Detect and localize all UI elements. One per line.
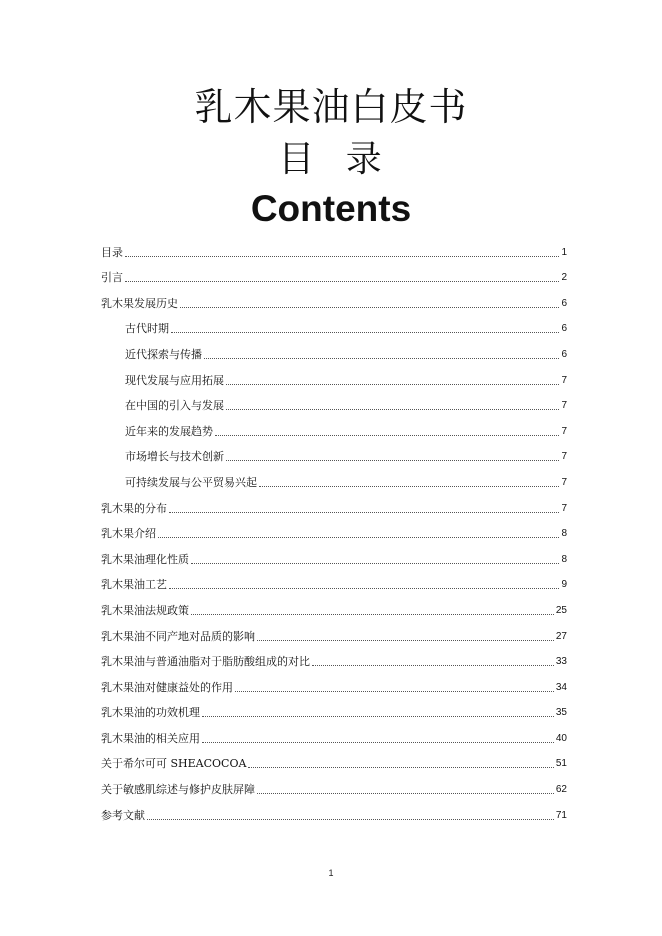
toc-entry-page: 8 [561,528,567,540]
toc-entry-page: 51 [555,758,567,770]
toc-entry[interactable] [101,464,567,490]
toc-entry-page: 6 [561,348,567,360]
toc-entry-page: 7 [561,502,567,514]
toc-entry-page: 7 [561,476,567,488]
toc-entry-label: 乳木果发展历史 [101,296,178,310]
toc-entry[interactable] [101,490,567,516]
toc-entry[interactable] [101,311,567,337]
dot-leader [125,255,559,257]
dot-leader [215,434,559,436]
toc-entry-page: 34 [555,681,567,693]
toc-entry[interactable] [101,771,567,797]
dot-leader [125,280,559,282]
toc-entry-label: 乳木果油法规政策 [101,603,189,617]
toc-entry-page: 2 [561,272,567,284]
toc-entry-page: 35 [555,707,567,719]
toc-entry-label: 乳木果的分布 [101,501,167,515]
toc-entry-label: 近年来的发展趋势 [125,424,213,438]
dot-leader [191,562,559,564]
toc-entry-label: 乳木果油工艺 [101,578,167,592]
toc-entry-page: 40 [555,732,567,744]
toc-entry-page: 33 [555,656,567,668]
toc-entry[interactable] [101,644,567,670]
toc-entry-label: 市场增长与技术创新 [125,450,224,464]
dot-leader [257,792,554,794]
toc-entry-page: 6 [561,323,567,335]
toc-entry-label: 乳木果油与普通油脂对于脂肪酸组成的对比 [101,655,310,669]
dot-leader [171,331,559,333]
toc-entry-page: 7 [561,400,567,412]
dot-leader [158,536,559,538]
toc-entry-label: 近代探索与传播 [125,347,202,361]
dot-leader [312,664,554,666]
toc-entry[interactable] [101,592,567,618]
toc-entry-label: 乳木果油不同产地对品质的影响 [101,629,255,643]
toc-entry[interactable] [101,720,567,746]
dot-leader [248,766,553,768]
toc-entry-label: 在中国的引入与发展 [125,399,224,413]
toc-entry-label: 乳木果油理化性质 [101,552,189,566]
toc-entry-label: 引言 [101,271,123,285]
document-title: 乳木果油白皮书 [194,85,468,129]
toc-entry-page: 27 [555,630,567,642]
toc-entry[interactable] [101,618,567,644]
toc-entry-page: 6 [561,297,567,309]
dot-leader [191,613,554,615]
toc-entry-page: 62 [555,784,567,796]
toc-entry[interactable] [101,388,567,414]
toc-entry[interactable] [101,260,567,286]
toc-entry-label: 古代时期 [125,322,169,336]
toc-entry[interactable] [101,413,567,439]
toc-entry-page: 7 [561,374,567,386]
table-of-contents [101,234,567,823]
toc-entry[interactable] [101,234,567,260]
dot-leader [180,306,559,308]
toc-entry-page: 1 [561,246,567,258]
toc-entry[interactable] [101,695,567,721]
toc-entry-page: 25 [555,604,567,616]
toc-entry-label: 关于希尔可可 SHEACOCOA [101,757,247,771]
toc-entry[interactable] [101,669,567,695]
dot-leader [169,587,559,589]
dot-leader [226,383,559,385]
toc-entry-label: 现代发展与应用拓展 [125,373,224,387]
toc-entry-label: 可持续发展与公平贸易兴起 [125,475,257,489]
toc-entry-page: 7 [561,451,567,463]
dot-leader [147,818,554,820]
toc-entry-page: 9 [561,579,567,591]
toc-entry-label: 乳木果介绍 [101,527,156,541]
dot-leader [202,741,554,743]
dot-leader [226,408,559,410]
toc-entry-label: 乳木果油对健康益处的作用 [101,680,233,694]
dot-leader [169,511,559,513]
toc-entry-label: 关于敏感肌综述与修护皮肤屏障 [101,783,255,797]
toc-entry[interactable] [101,746,567,772]
toc-entry[interactable] [101,439,567,465]
toc-entry[interactable] [101,285,567,311]
toc-entry[interactable] [101,516,567,542]
toc-entry-page: 8 [561,553,567,565]
dot-leader [259,485,559,487]
toc-entry[interactable] [101,336,567,362]
dot-leader [226,459,559,461]
toc-entry-label: 乳木果油的相关应用 [101,731,200,745]
toc-entry-page: 7 [561,425,567,437]
toc-entry-label: 乳木果油的功效机理 [101,706,200,720]
toc-heading-zh: 目 录 [278,139,384,180]
toc-entry[interactable] [101,541,567,567]
toc-entry-page: 71 [555,809,567,821]
page-number: 1 [328,868,334,878]
dot-leader [257,639,554,641]
toc-entry-label: 参考文献 [101,808,145,822]
toc-entry-label: 目录 [101,245,123,259]
toc-heading-en: Contents [250,188,412,229]
dot-leader [204,357,559,359]
toc-entry[interactable] [101,797,567,823]
dot-leader [235,690,554,692]
toc-entry[interactable] [101,362,567,388]
toc-entry[interactable] [101,567,567,593]
dot-leader [202,715,554,717]
